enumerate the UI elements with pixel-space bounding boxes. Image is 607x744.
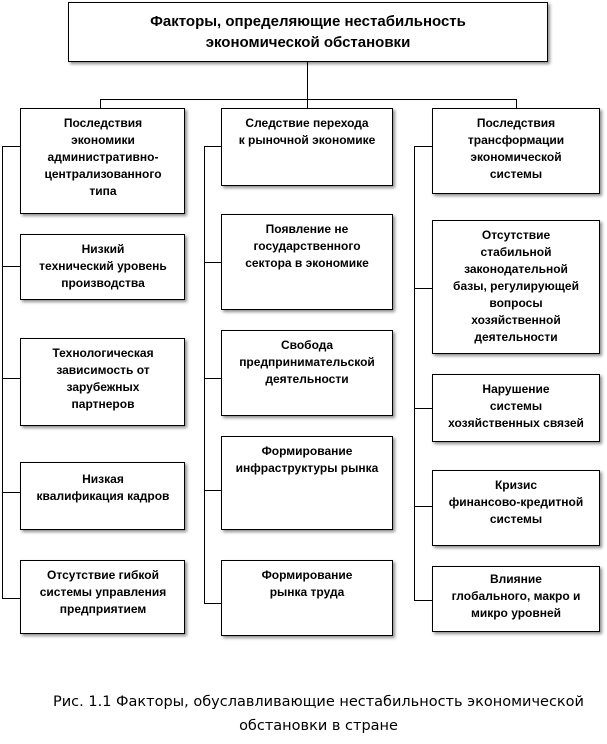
column-2-item-text: Свобода предпринимательской деятельности	[239, 338, 375, 386]
connector-col2-branch-header	[204, 146, 221, 147]
title-box	[68, 2, 548, 62]
column-2-item-box	[221, 330, 393, 416]
column-3-item-box	[432, 374, 600, 442]
column-1-header-text: Последствия экономики административно- централизованного типа	[44, 116, 162, 198]
connector-col3-branch-header	[414, 146, 432, 147]
connector-col3-branch	[414, 288, 432, 289]
column-2-item-box	[221, 560, 393, 636]
column-1-item-box	[20, 560, 185, 634]
column-1-header-box	[20, 108, 185, 214]
column-1-item-box	[20, 234, 185, 300]
connector-col1-branch	[2, 598, 20, 599]
column-1-item-box	[20, 338, 185, 426]
connector-col3-drop	[516, 99, 517, 108]
column-2-item-text: Формирование инфраструктуры рынка	[235, 444, 379, 475]
column-1-item-text: Отсутствие гибкой системы управления предприятием	[39, 568, 167, 616]
column-2-item-text: Появление не государственного сектора в экономике	[245, 222, 369, 270]
column-2-header-text: Следствие перехода к рыночной экономике	[238, 116, 376, 147]
column-2-item-box	[221, 436, 393, 530]
connector-col3-branch	[414, 506, 432, 507]
connector-col1-branch-header	[2, 146, 20, 147]
connector-col1-branch	[2, 492, 20, 493]
column-3-header-box	[432, 108, 600, 194]
column-3-item-box	[432, 470, 600, 546]
diagram-title: Факторы, определяющие нестабильность экономической обстановки	[150, 13, 466, 51]
connector-top-horizontal	[100, 99, 517, 100]
column-1-item-text: Низкая квалификация кадров	[36, 472, 170, 503]
connector-col3-branch	[414, 408, 432, 409]
connector-col2-branch	[204, 378, 221, 379]
column-3-item-text: Отсутствие стабильной законодательной базы, регулирующей вопросы хозяйственной деятельности	[453, 228, 579, 344]
column-3-header-text: Последствия трансформации экономической системы	[467, 116, 565, 181]
connector-col2-spine	[204, 146, 205, 604]
column-3-item-text: Кризис финансово-кредитной системы	[448, 478, 584, 526]
connector-col3-branch	[414, 600, 432, 601]
connector-col3-spine	[414, 146, 415, 601]
column-1-item-text: Технологическая зависимость от зарубежных партнеров	[52, 346, 154, 411]
column-3-item-box	[432, 220, 600, 354]
column-2-item-box	[221, 214, 393, 310]
column-1-item-box	[20, 462, 185, 530]
connector-col1-spine	[2, 146, 3, 599]
column-3-item-box	[432, 566, 600, 632]
column-3-item-text: Нарушение системы хозяйственных связей	[448, 382, 584, 430]
connector-col1-drop	[100, 99, 101, 108]
column-2-item-text: Формирование рынка труда	[261, 568, 353, 599]
connector-col2-branch	[204, 603, 221, 604]
connector-col2-branch	[204, 490, 221, 491]
connector-top-vertical	[307, 62, 308, 99]
connector-col2-drop	[307, 99, 308, 108]
column-3-item-text: Влияние глобального, макро и микро уровней	[451, 572, 581, 620]
connector-col1-branch	[2, 266, 20, 267]
figure-caption: Рис. 1.1 Факторы, обуславливающие нестабильность экономической обстановки в стране	[53, 694, 584, 734]
connector-col2-branch	[204, 262, 221, 263]
connector-col1-branch	[2, 378, 20, 379]
column-2-header-box	[221, 108, 393, 186]
column-1-item-text: Низкий технический уровень производства	[39, 242, 167, 290]
